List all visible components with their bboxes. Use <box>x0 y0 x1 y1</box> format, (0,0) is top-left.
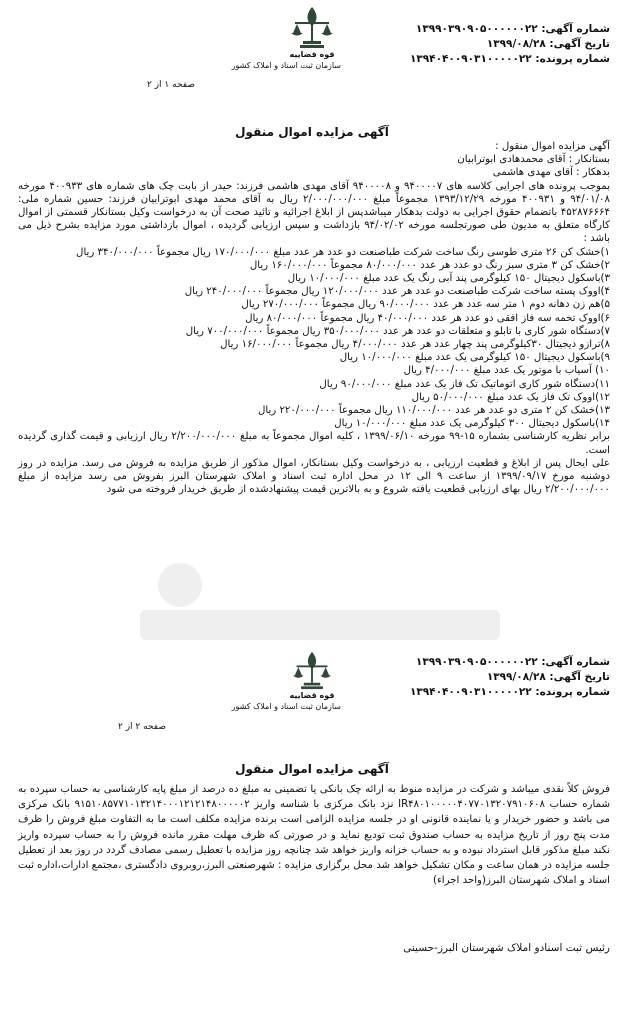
ad-date: تاریخ آگهی: ۱۳۹۹/۰۸/۲۸ <box>486 38 610 50</box>
list-item: ۵)هم زن دهانه دوم ۱ متر سه عدد هر عدد ۹۰/۰۰۰/۰۰۰ ریال مجموعاً ۲۷۰/۰۰۰/۰۰۰ ریال <box>241 299 610 311</box>
org-line-1: قوه قضاییه <box>289 50 335 59</box>
list-item: ۱)خشک کن ۲۶ متری طوسی رنگ ساخت شرکت طباصنعت دو عدد هر عدد مبلغ ۱۷۰/۰۰۰/۰۰۰ ریال مجموعاً ۳۴۰/۰۰۰/۰۰۰ ریال <box>76 246 610 258</box>
ad-number: شماره آگهی: ۱۳۹۹۰۳۹۰۹۰۵۰۰۰۰۰۰۲۲ <box>415 656 610 668</box>
list-item: ۹)باسکول دیجیتال ۱۵۰ کیلوگرمی یک عدد مبلغ ۱۰/۰۰۰/۰۰۰ ریال <box>339 352 610 364</box>
scales-emblem-icon <box>289 5 335 49</box>
auction-items-list <box>18 246 610 431</box>
judiciary-emblem <box>231 650 341 712</box>
ad-meta-page2 <box>410 655 610 700</box>
list-item: ۱۴)باسکول دیجیتال ۳۰۰ کیلوگرمی یک عدد مبلغ ۱۰/۰۰۰/۰۰۰ ریال <box>334 418 610 430</box>
page-title: آگهی مزایده اموال منقول <box>235 762 389 776</box>
list-item: ۱۲)اووک تک فاز یک عدد مبلغ ۵۰/۰۰۰/۰۰۰ ریال <box>411 391 610 403</box>
list-item: ۲)خشک کن ۳ متری سبز رنگ دو عدد هر عدد ۸۰/۰۰۰/۰۰۰ مجموعاً ۱۶۰/۰۰۰/۰۰۰ ریال <box>249 259 610 271</box>
debtor-line: بدهکار : آقای مهدی هاشمی <box>492 167 610 179</box>
watermark <box>140 560 500 650</box>
org-line-1: قوه قضاییه <box>289 691 335 700</box>
org-line-2: سازمان ثبت اسناد و املاک کشور <box>231 61 341 70</box>
signature-line: رئیس ثبت اسنادو املاک شهرستان البرز-حسینی <box>403 942 610 954</box>
appraisal-paragraph: برابر نظریه کارشناسی بشماره ۱۵-۹۹ مورخه ۱۳۹۹/۰۶/۱۰ ، کلیه اموال مجموعاً به مبلغ ۲/۲۰۰/۰۰۰/۰۰۰ ریال ارزیابی و قیمت گذاری گردیده است. <box>18 431 610 456</box>
page2-body: فروش کلاً نقدی میباشد و شرکت در مزایده منوط به ارائه چک بانکی یا تضمینی به مبلغ ده درصد از مبلغ پایه کارشناسی به حساب سپرده به شماره حساب IR۴۸۰۱۰۰۰۰۰۴۰۷۷۰۱۳۲۰۷۹۱۰۶۰۸ نزد بانک مرکزی با شناسه واریز ۹۱۵۱۰۸۵۷۷۱۰۱۳۲۱۴۰۰۰۱۲۱۲۱۴۸۰۰۰۰۰۲ بانک مرکزی می باشد و حضور خریدار و یا نماینده قانونی او در جلسه مزایده الزامی است برنده مزایده مکلف است ما به التفاوت مبلغ فروش را ظرف مدت پنج روز از تاریخ مزایده به حساب صندوق ثبت تودیع نماید و در صورتی که ظرف مهلت مقرر مانده فروش را به حساب سپرده واریز نکند مبلغ مذکور قابل استرداد نبوده و به حساب خزانه واریز خواهد شد چنانچه روز مزایده با تعطیل رسمی مصادف گردد در روز بعد از تعطیل جلسه مزایده در همان ساعت و مکان تشکیل خواهد شد محل برگزاری مزایده : شهرصنعتی البرز،روبروی دادگستری ،مجتمع ادارات،اداره ثبت اسناد و املاک شهرستان البرز(واحد اجراء) <box>18 784 611 887</box>
case-number: شماره پرونده: ۱۳۹۴۰۴۰۰۹۰۳۱۰۰۰۰۰۲۲ <box>409 53 610 65</box>
list-item: ۱۰) آسیاب با موتور یک عدد مبلغ ۴/۰۰۰/۰۰۰ ریال <box>403 365 610 377</box>
list-item: ۴)اووک پسته ساخت شرکت طباصنعت دو عدد هر عدد ۱۲۰/۰۰۰/۰۰۰ ریال مجموعاً ۲۴۰/۰۰۰/۰۰۰ ریال <box>184 286 610 298</box>
list-item: ۱۱)دستگاه شور کاری اتوماتیک تک فاز یک عدد مبلغ ۹۰/۰۰۰/۰۰۰ ریال <box>319 378 610 390</box>
org-line-2: سازمان ثبت اسناد و املاک کشور <box>231 702 341 711</box>
intro-line: آگهی مزایده اموال منقول : <box>495 141 610 152</box>
list-item: ۸)ترازو دیجیتال ۳۰کیلوگرمی پند چهار عدد هر عدد ۴/۰۰۰/۰۰۰ ریال مجموعاً ۱۶/۰۰۰/۰۰۰ ریال <box>220 339 610 351</box>
main-paragraph: بموجب پرونده های اجرایی کلاسه های ۹۴۰۰۰۰۷ و ۹۴۰۰۰۰۸ آقای مهدی هاشمی فرزند: حیدر از بابت چک های شماره های ۴۰۰۹۳۳ مورخه ۹۴/۰۱/۰۸ و ۴۰۰۹۳۱ مورخه ۱۳۹۳/۱۲/۲۹ مجموعاً مبلغ ۲/۰۰۰/۰۰۰/۰۰۰ ریال به آقای محمد مهدی ابوترابیان فرزند: حسین شماره ملی: ۴۵۲۸۷۶۶۶۴ باتضمام حقوق اجرایی به دولت بدهکار میباشدپس از ابلاغ اجرائیه و تائید صحت آن به درخواست وکیل بستانکار قسمتی از اموال کارگاه متعلق به مدیون طی صورتجلسه مورخه ۹۴/۰۲/۰۲ بازداشت و سپس ارزیابی گردیده ، اموال بازداشتی مورد مزایده بشرح ذیل می باشد : <box>18 180 610 245</box>
page-title: آگهی مزایده اموال منقول <box>235 125 389 139</box>
page-label: صفحه ۱ از ۲ <box>147 80 195 90</box>
list-item: ۷)دستگاه شور کاری با تابلو و متعلقات دو عدد هر عدد ۳۵۰/۰۰۰/۰۰۰ ریال مجموعاً ۷۰۰/۰۰۰/۰۰۰ ریال <box>185 325 610 337</box>
ad-meta-page1 <box>410 22 610 67</box>
judiciary-emblem <box>231 5 341 71</box>
page-label: صفحه ۲ از ۲ <box>118 722 166 732</box>
scales-emblem-icon <box>291 650 333 690</box>
auction-terms-paragraph: علی ایحال پس از ابلاغ و قطعیت ارزیابی ، به درخواست وکیل بستانکار، اموال مذکور از طریق مزایده به فروش می رسد. مزایده در روز دوشنبه مورخ ۱۳۹۹/۰۹/۱۷ از ساعت ۹ الی ۱۲ در محل اداره ثبت اسناد و املاک شهرستان البرز بفروش می رسد مزایده از مبلغ ۲/۲۰۰/۰۰۰/۰۰۰ ریال بهای ارزیابی قطعیت یافته شروع و به بالاترین قیمت پیشنهادشده از طریق خریدار فروخته می شود <box>18 457 611 496</box>
ad-date: تاریخ آگهی: ۱۳۹۹/۰۸/۲۸ <box>486 671 610 683</box>
list-item: ۳)باسکول دیجیتال ۱۵۰ کیلوگرمی پند آبی رنگ یک عدد مبلغ ۱۰/۰۰۰/۰۰۰ ریال <box>287 273 610 285</box>
page1-body <box>18 140 610 496</box>
list-item: ۶)اووک تخمه سه فاز افقی دو عدد هر عدد ۴۰/۰۰۰/۰۰۰ ریال مجموعاً ۸۰/۰۰۰/۰۰۰ ریال <box>245 312 610 324</box>
creditor-line: بستانکار : آقای محمدهادی ابوترابیان <box>457 154 610 166</box>
list-item: ۱۳)خشک کن ۲ متری دو عدد هر عدد ۱۱۰/۰۰۰/۰۰۰ ریال مجموعاً ۲۲۰/۰۰۰/۰۰۰ ریال <box>257 405 610 417</box>
ad-number: شماره آگهی: ۱۳۹۹۰۳۹۰۹۰۵۰۰۰۰۰۰۲۲ <box>415 23 610 35</box>
case-number: شماره پرونده: ۱۳۹۴۰۴۰۰۹۰۳۱۰۰۰۰۰۲۲ <box>409 686 610 698</box>
